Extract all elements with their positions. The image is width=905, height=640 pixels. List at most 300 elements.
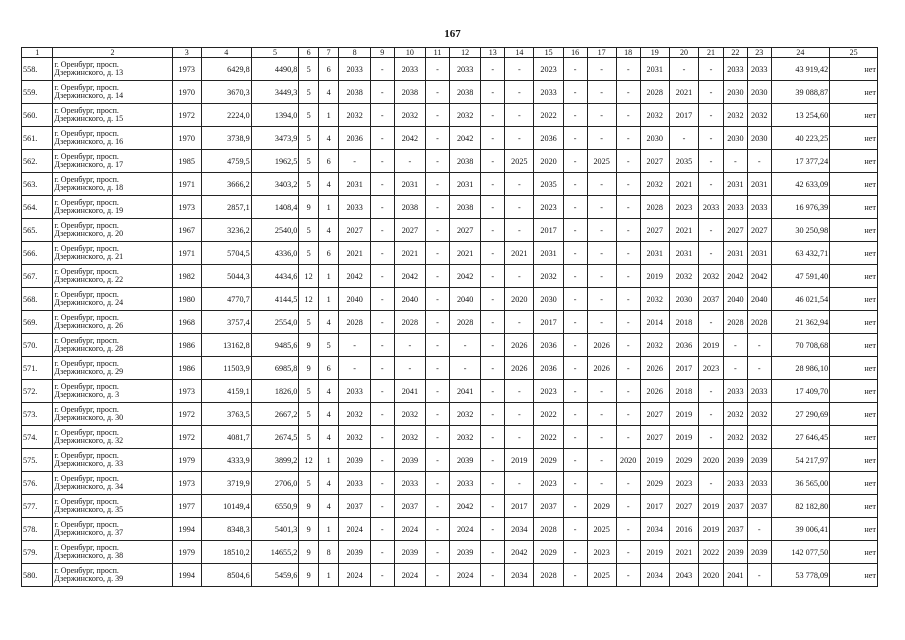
table-cell: - <box>563 495 587 518</box>
table-cell: 2031 <box>534 242 563 265</box>
table-cell: 2020 <box>699 564 724 587</box>
table-cell: 1973 <box>172 58 201 81</box>
column-number-3: 3 <box>172 48 201 58</box>
area-cell: 6985,8 <box>251 357 299 380</box>
table-cell: 2040 <box>724 288 748 311</box>
table-cell: 1994 <box>172 518 201 541</box>
area-cell: 2540,0 <box>251 219 299 242</box>
table-cell: 2026 <box>587 334 616 357</box>
table-cell: 9 <box>299 196 319 219</box>
table-row <box>22 311 878 334</box>
area-cell: 13162,8 <box>201 334 251 357</box>
table-cell: 2028 <box>640 81 669 104</box>
table-cell: - <box>563 58 587 81</box>
table-cell: 1985 <box>172 150 201 173</box>
table-cell: 1 <box>318 288 339 311</box>
table-cell: 2040 <box>747 288 771 311</box>
table-row <box>22 104 878 127</box>
table-cell: - <box>563 541 587 564</box>
table-cell: - <box>563 219 587 242</box>
table-cell: 2032 <box>640 104 669 127</box>
table-cell: - <box>481 403 505 426</box>
table-cell: - <box>505 219 534 242</box>
table-cell: 2029 <box>669 449 698 472</box>
column-number-21: 21 <box>699 48 724 58</box>
table-cell: - <box>747 357 771 380</box>
table-cell: 12 <box>299 288 319 311</box>
table-cell: 2018 <box>669 380 698 403</box>
address-cell: г. Оренбург, просп. Дзержинского, д. 29 <box>53 357 172 380</box>
table-cell: - <box>370 541 394 564</box>
table-cell: - <box>699 173 724 196</box>
table-cell: 5 <box>318 334 339 357</box>
table-cell: 1973 <box>172 380 201 403</box>
table-cell: 2033 <box>747 380 771 403</box>
flag-cell: нет <box>830 357 878 380</box>
table-cell: 2033 <box>699 196 724 219</box>
row-index-cell: 566. <box>22 242 53 265</box>
table-cell: 9 <box>299 357 319 380</box>
table-cell: - <box>699 104 724 127</box>
table-cell: 2039 <box>747 541 771 564</box>
table-cell: - <box>616 173 640 196</box>
table-cell: 2027 <box>724 219 748 242</box>
table-cell: - <box>587 127 616 150</box>
table-cell: 2032 <box>534 265 563 288</box>
table-cell: - <box>699 380 724 403</box>
table-cell: - <box>563 403 587 426</box>
row-index-cell: 567. <box>22 265 53 288</box>
table-cell: 2038 <box>339 81 370 104</box>
table-cell: - <box>449 357 480 380</box>
table-cell: 2032 <box>747 426 771 449</box>
area-cell: 3473,9 <box>251 127 299 150</box>
table-cell: 2030 <box>724 127 748 150</box>
table-cell: 2021 <box>669 541 698 564</box>
area-cell: 6429,8 <box>201 58 251 81</box>
cost-cell: 82 182,80 <box>771 495 830 518</box>
column-number-4: 4 <box>201 48 251 58</box>
table-cell: - <box>616 564 640 587</box>
area-cell: 4159,1 <box>201 380 251 403</box>
table-cell: 2042 <box>505 541 534 564</box>
flag-cell: нет <box>830 288 878 311</box>
area-cell: 1394,0 <box>251 104 299 127</box>
table-cell: - <box>370 150 394 173</box>
area-cell: 4333,9 <box>201 449 251 472</box>
address-cell: г. Оренбург, просп. Дзержинского, д. 39 <box>53 564 172 587</box>
table-cell: 5 <box>299 150 319 173</box>
table-cell: - <box>426 265 450 288</box>
table-cell: 2032 <box>449 426 480 449</box>
table-cell: - <box>370 81 394 104</box>
column-number-22: 22 <box>724 48 748 58</box>
area-cell: 4144,5 <box>251 288 299 311</box>
table-cell: 2042 <box>724 265 748 288</box>
address-cell: г. Оренбург, просп. Дзержинского, д. 22 <box>53 265 172 288</box>
table-cell: 2014 <box>640 311 669 334</box>
area-cell: 5401,3 <box>251 518 299 541</box>
table-cell: - <box>481 173 505 196</box>
table-row <box>22 196 878 219</box>
row-index-cell: 569. <box>22 311 53 334</box>
table-cell: 2036 <box>669 334 698 357</box>
table-cell: 2022 <box>534 426 563 449</box>
table-cell: 6 <box>318 357 339 380</box>
table-cell: - <box>616 265 640 288</box>
table-cell: 2025 <box>587 518 616 541</box>
table-cell: 2019 <box>505 449 534 472</box>
table-cell: 2037 <box>394 495 425 518</box>
table-cell: 1982 <box>172 265 201 288</box>
table-cell: 2024 <box>339 564 370 587</box>
cost-cell: 27 646,45 <box>771 426 830 449</box>
table-cell: - <box>587 104 616 127</box>
area-cell: 2706,0 <box>251 472 299 495</box>
flag-cell: нет <box>830 196 878 219</box>
table-cell: 2026 <box>587 357 616 380</box>
table-row <box>22 426 878 449</box>
table-cell: 2030 <box>747 81 771 104</box>
table-cell: 4 <box>318 173 339 196</box>
cost-cell: 30 250,98 <box>771 219 830 242</box>
table-row <box>22 495 878 518</box>
area-cell: 1408,4 <box>251 196 299 219</box>
table-cell: - <box>699 127 724 150</box>
table-cell: - <box>370 265 394 288</box>
table-cell: - <box>563 288 587 311</box>
table-cell: 2026 <box>505 357 534 380</box>
table-cell: - <box>370 104 394 127</box>
table-cell: - <box>370 311 394 334</box>
table-cell: - <box>699 81 724 104</box>
table-cell: 2033 <box>449 472 480 495</box>
table-cell: - <box>481 311 505 334</box>
cost-cell: 39 006,41 <box>771 518 830 541</box>
table-cell: 2032 <box>724 426 748 449</box>
area-cell: 2857,1 <box>201 196 251 219</box>
address-cell: г. Оренбург, просп. Дзержинского, д. 33 <box>53 449 172 472</box>
area-cell: 1962,5 <box>251 150 299 173</box>
table-cell: - <box>747 564 771 587</box>
table-cell: 1968 <box>172 311 201 334</box>
area-cell: 5044,3 <box>201 265 251 288</box>
table-cell: - <box>587 81 616 104</box>
table-cell: - <box>563 127 587 150</box>
area-cell: 6550,9 <box>251 495 299 518</box>
table-cell: 2033 <box>339 196 370 219</box>
address-cell: г. Оренбург, просп. Дзержинского, д. 3 <box>53 380 172 403</box>
table-cell: - <box>699 426 724 449</box>
table-cell: 2032 <box>724 104 748 127</box>
table-cell: 2030 <box>534 288 563 311</box>
table-cell: - <box>505 311 534 334</box>
table-cell: 2032 <box>394 403 425 426</box>
address-cell: г. Оренбург, просп. Дзержинского, д. 20 <box>53 219 172 242</box>
area-cell: 4770,7 <box>201 288 251 311</box>
flag-cell: нет <box>830 449 878 472</box>
table-cell: 2018 <box>669 311 698 334</box>
table-cell: 2023 <box>699 357 724 380</box>
table-cell: 2033 <box>534 81 563 104</box>
table-cell: 2027 <box>640 403 669 426</box>
table-cell: - <box>616 311 640 334</box>
table-cell: 2032 <box>449 403 480 426</box>
table-cell: 6 <box>318 242 339 265</box>
table-row <box>22 242 878 265</box>
table-cell: - <box>481 357 505 380</box>
table-cell: - <box>699 472 724 495</box>
address-cell: г. Оренбург, просп. Дзержинского, д. 24 <box>53 288 172 311</box>
table-cell: 2019 <box>640 449 669 472</box>
table-cell: - <box>587 219 616 242</box>
area-cell: 5459,6 <box>251 564 299 587</box>
table-cell: 8 <box>318 541 339 564</box>
table-cell: - <box>370 449 394 472</box>
column-number-25: 25 <box>830 48 878 58</box>
address-cell: г. Оренбург, просп. Дзержинского, д. 21 <box>53 242 172 265</box>
address-cell: г. Оренбург, просп. Дзержинского, д. 16 <box>53 127 172 150</box>
table-cell: 2024 <box>449 518 480 541</box>
table-cell: - <box>616 518 640 541</box>
flag-cell: нет <box>830 265 878 288</box>
column-number-11: 11 <box>426 48 450 58</box>
area-cell: 3670,3 <box>201 81 251 104</box>
table-cell: - <box>481 104 505 127</box>
table-cell: - <box>563 242 587 265</box>
table-cell: 2017 <box>669 104 698 127</box>
table-cell: 4 <box>318 127 339 150</box>
address-cell: г. Оренбург, просп. Дзержинского, д. 17 <box>53 150 172 173</box>
table-cell: 2028 <box>449 311 480 334</box>
table-cell: 2030 <box>747 127 771 150</box>
table-cell: - <box>426 403 450 426</box>
table-cell: - <box>724 150 748 173</box>
table-cell: - <box>426 242 450 265</box>
column-number-9: 9 <box>370 48 394 58</box>
table-cell: 4 <box>318 495 339 518</box>
column-number-19: 19 <box>640 48 669 58</box>
table-cell: 5 <box>299 127 319 150</box>
column-number-18: 18 <box>616 48 640 58</box>
table-cell: 2031 <box>724 242 748 265</box>
flag-cell: нет <box>830 403 878 426</box>
address-cell: г. Оренбург, просп. Дзержинского, д. 15 <box>53 104 172 127</box>
table-cell: 2021 <box>505 242 534 265</box>
address-cell: г. Оренбург, просп. Дзержинского, д. 18 <box>53 173 172 196</box>
area-cell: 1826,0 <box>251 380 299 403</box>
table-cell: - <box>426 334 450 357</box>
row-index-cell: 561. <box>22 127 53 150</box>
area-cell: 3403,2 <box>251 173 299 196</box>
area-cell: 2674,5 <box>251 426 299 449</box>
table-cell: - <box>370 518 394 541</box>
table-cell: - <box>616 196 640 219</box>
table-cell: 2027 <box>640 426 669 449</box>
table-cell: - <box>505 426 534 449</box>
table-cell: - <box>616 58 640 81</box>
cost-cell: 42 633,09 <box>771 173 830 196</box>
table-cell: 2042 <box>449 127 480 150</box>
table-cell: 2028 <box>534 518 563 541</box>
table-cell: 2033 <box>339 380 370 403</box>
table-cell: 1972 <box>172 104 201 127</box>
table-cell: - <box>370 403 394 426</box>
table-cell: - <box>724 357 748 380</box>
table-cell: - <box>481 449 505 472</box>
table-cell: 2017 <box>669 357 698 380</box>
table-cell: 1979 <box>172 449 201 472</box>
table-cell: - <box>481 150 505 173</box>
table-cell: 2031 <box>724 173 748 196</box>
table-cell: 2031 <box>747 173 771 196</box>
address-cell: г. Оренбург, просп. Дзержинского, д. 38 <box>53 541 172 564</box>
table-cell: - <box>394 357 425 380</box>
table-cell: 4 <box>318 81 339 104</box>
column-number-1: 1 <box>22 48 53 58</box>
row-index-cell: 560. <box>22 104 53 127</box>
table-cell: 2029 <box>534 541 563 564</box>
table-cell: - <box>481 426 505 449</box>
table-cell: 2033 <box>724 380 748 403</box>
area-cell: 2554,0 <box>251 311 299 334</box>
column-number-23: 23 <box>747 48 771 58</box>
table-cell: - <box>505 472 534 495</box>
table-cell: 1 <box>318 564 339 587</box>
table-cell: - <box>426 518 450 541</box>
table-cell: 2024 <box>339 518 370 541</box>
table-cell: 5 <box>299 380 319 403</box>
table-cell: - <box>426 564 450 587</box>
table-cell: - <box>426 127 450 150</box>
table-cell: 4 <box>318 219 339 242</box>
table-cell: 2033 <box>724 472 748 495</box>
table-cell: 2030 <box>669 288 698 311</box>
row-index-cell: 578. <box>22 518 53 541</box>
table-cell: 1973 <box>172 196 201 219</box>
table-cell: 2039 <box>747 449 771 472</box>
table-cell: 2033 <box>747 58 771 81</box>
table-cell: 2039 <box>394 449 425 472</box>
table-cell: 1971 <box>172 242 201 265</box>
table-cell: 2032 <box>747 104 771 127</box>
area-cell: 3449,3 <box>251 81 299 104</box>
table-cell: - <box>426 288 450 311</box>
area-cell: 4081,7 <box>201 426 251 449</box>
table-cell: 1 <box>318 265 339 288</box>
table-cell: - <box>616 150 640 173</box>
table-cell: 2036 <box>534 357 563 380</box>
table-cell: 2028 <box>724 311 748 334</box>
cost-cell: 40 223,25 <box>771 127 830 150</box>
table-cell: 1973 <box>172 472 201 495</box>
flag-cell: нет <box>830 81 878 104</box>
table-cell: - <box>747 150 771 173</box>
table-cell: - <box>505 403 534 426</box>
table-cell: - <box>699 219 724 242</box>
cost-cell: 54 217,97 <box>771 449 830 472</box>
flag-cell: нет <box>830 518 878 541</box>
table-cell: 2027 <box>449 219 480 242</box>
table-cell: - <box>699 58 724 81</box>
table-cell: - <box>587 449 616 472</box>
table-cell: 2030 <box>640 127 669 150</box>
table-cell: 2032 <box>394 104 425 127</box>
table-cell: - <box>587 242 616 265</box>
column-number-7: 7 <box>318 48 339 58</box>
table-cell: 5 <box>299 219 319 242</box>
area-cell: 5704,5 <box>201 242 251 265</box>
table-cell: - <box>587 403 616 426</box>
table-cell: - <box>563 518 587 541</box>
table-cell: 2042 <box>449 495 480 518</box>
table-cell: 5 <box>299 242 319 265</box>
table-cell: - <box>481 495 505 518</box>
table-cell: 2037 <box>534 495 563 518</box>
table-cell: 1 <box>318 449 339 472</box>
table-cell: 2023 <box>587 541 616 564</box>
table-cell: - <box>563 81 587 104</box>
table-cell: - <box>370 127 394 150</box>
column-number-12: 12 <box>449 48 480 58</box>
row-index-cell: 564. <box>22 196 53 219</box>
table-cell: - <box>505 265 534 288</box>
table-cell: - <box>616 219 640 242</box>
table-cell: 2027 <box>669 495 698 518</box>
table-cell: 2023 <box>534 380 563 403</box>
table-cell: - <box>339 334 370 357</box>
table-cell: - <box>587 426 616 449</box>
table-cell: - <box>426 196 450 219</box>
row-index-cell: 568. <box>22 288 53 311</box>
table-cell: - <box>426 58 450 81</box>
column-number-17: 17 <box>587 48 616 58</box>
table-cell: 2033 <box>339 58 370 81</box>
table-cell: - <box>587 265 616 288</box>
address-cell: г. Оренбург, просп. Дзержинского, д. 28 <box>53 334 172 357</box>
table-row <box>22 81 878 104</box>
table-cell: 1972 <box>172 403 201 426</box>
table-cell: 2019 <box>669 426 698 449</box>
table-cell: - <box>426 219 450 242</box>
table-cell: 2027 <box>640 219 669 242</box>
address-cell: г. Оренбург, просп. Дзержинского, д. 30 <box>53 403 172 426</box>
row-index-cell: 565. <box>22 219 53 242</box>
area-cell: 4759,5 <box>201 150 251 173</box>
table-cell: 2039 <box>339 449 370 472</box>
table-cell: 2041 <box>449 380 480 403</box>
row-index-cell: 576. <box>22 472 53 495</box>
table-cell: 1 <box>318 196 339 219</box>
table-cell: 2019 <box>699 495 724 518</box>
table-cell: 2020 <box>616 449 640 472</box>
table-body <box>22 58 878 587</box>
area-cell: 9485,6 <box>251 334 299 357</box>
table-cell: - <box>449 334 480 357</box>
table-cell: - <box>563 380 587 403</box>
table-cell: 2024 <box>394 564 425 587</box>
flag-cell: нет <box>830 495 878 518</box>
row-index-cell: 558. <box>22 58 53 81</box>
table-cell: 2038 <box>394 81 425 104</box>
table-cell: 5 <box>299 104 319 127</box>
table-cell: - <box>669 127 698 150</box>
table-cell: - <box>587 380 616 403</box>
table-cell: 2028 <box>339 311 370 334</box>
area-cell: 4336,0 <box>251 242 299 265</box>
table-cell: 1972 <box>172 426 201 449</box>
table-cell: - <box>370 334 394 357</box>
